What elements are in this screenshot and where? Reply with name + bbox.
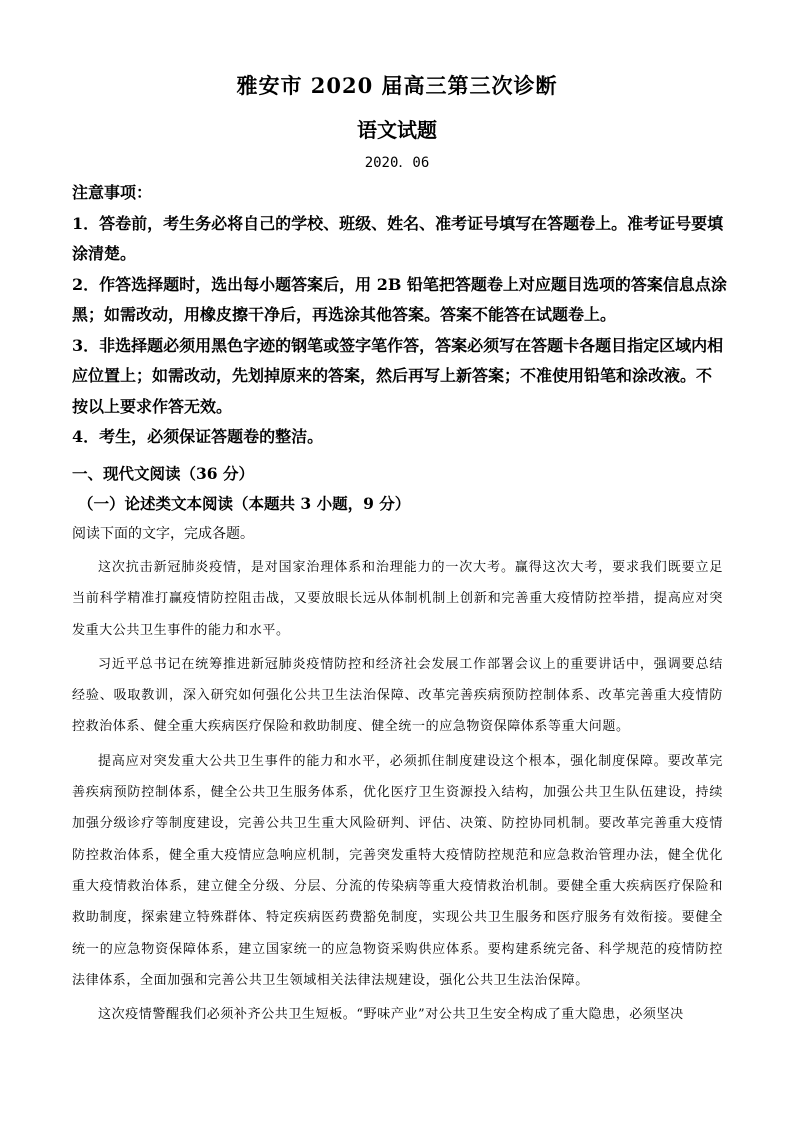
notice-block (72, 178, 727, 453)
exam-subtitle: 语文试题 (357, 118, 437, 142)
section-subpart-heading: （一）论述类文本阅读（本题共 3 小题，9 分） (78, 494, 411, 513)
notice-item-1: 1．答卷前，考生务必将自己的学校、班级、姓名、准考证号填写在答题卷上。准考证号要填涂清楚。 (72, 213, 724, 263)
reading-instruction: 阅读下面的文字，完成各题。 (72, 526, 254, 542)
passage-paragraph-3: 提高应对突发重大公共卫生事件的能力和水平，必须抓住制度建设这个根本，强化制度保障。要改革完善疾病预防控制体系，健全公共卫生服务体系，优化医疗卫生资源投入结构，加强公共卫生队伍建设，持续加强分级诊疗等制度建设，完善公共卫生重大风险研判、评估、决策、防控协同机制。要改革完善重大疫情防控救治体系，健全重大疫情应急响应机制，完善突发重特大疫情防控规范和应急救治管理办法，健全优化重大疫情救治体系，建立健全分级、分层、分流的传染病等重大疫情救治机制。要健全重大疾病医疗保险和救助制度，探索建立特殊群体、特定疾病医药费豁免制度，实现公共卫生服务和医疗服务有效衔接。要健全统一的应急物资保障体系，建立国家统一的应急物资采购供应体系。要构建系统完备、科学规范的疫情防控法律体系，全面加强和完善公共卫生领域相关法律法规建设，强化公共卫生法治保障。 (72, 753, 723, 988)
reading-passage (72, 552, 723, 1033)
passage-paragraph-2: 习近平总书记在统筹推进新冠肺炎疫情防控和经济社会发展工作部署会议上的重要讲话中，强调要总结经验、吸取教训，深入研究如何强化公共卫生法治保障、改革完善疾病预防控制体系、改革完善重大疫情防控救治体系、健全重大疾病医疗保险和救助制度、健全统一的应急物资保障体系等重大问题。 (72, 656, 723, 735)
exam-date: 2020．06 (364, 155, 430, 171)
notice-item-3: 3．非选择题必须用黑色字迹的钢笔或签字笔作答，答案必须写在答题卡各题目指定区域内相应位置上；如需改动，先划掉原来的答案，然后再写上新答案；不准使用铅笔和涂改液。不按以上要求作答无效。 (72, 335, 724, 416)
notice-item-2: 2．作答选择题时，选出每小题答案后，用 2B 铅笔把答题卷上对应题目选项的答案信息点涂黑；如需改动，用橡皮擦干净后，再选涂其他答案。答案不能答在试题卷上。 (72, 274, 727, 324)
section-part-heading: 一、现代文阅读（36 分） (72, 464, 254, 483)
exam-title: 雅安市 2020 届高三第三次诊断 (236, 73, 558, 98)
passage-paragraph-4: 这次疫情警醒我们必须补齐公共卫生短板。“野味产业”对公共卫生安全构成了重大隐患，必须坚决 (98, 1007, 684, 1023)
passage-paragraph-1: 这次抗击新冠肺炎疫情，是对国家治理体系和治理能力的一次大考。赢得这次大考，要求我们既要立足当前科学精准打赢疫情防控阻击战，又要放眼长远从体制机制上创新和完善重大疫情防控举措，提高应对突发重大公共卫生事件的能力和水平。 (72, 560, 723, 638)
notice-item-4: 4．考生，必须保证答题卷的整洁。 (72, 427, 324, 446)
notice-heading: 注意事项： (72, 183, 153, 202)
section-headings (72, 459, 727, 519)
